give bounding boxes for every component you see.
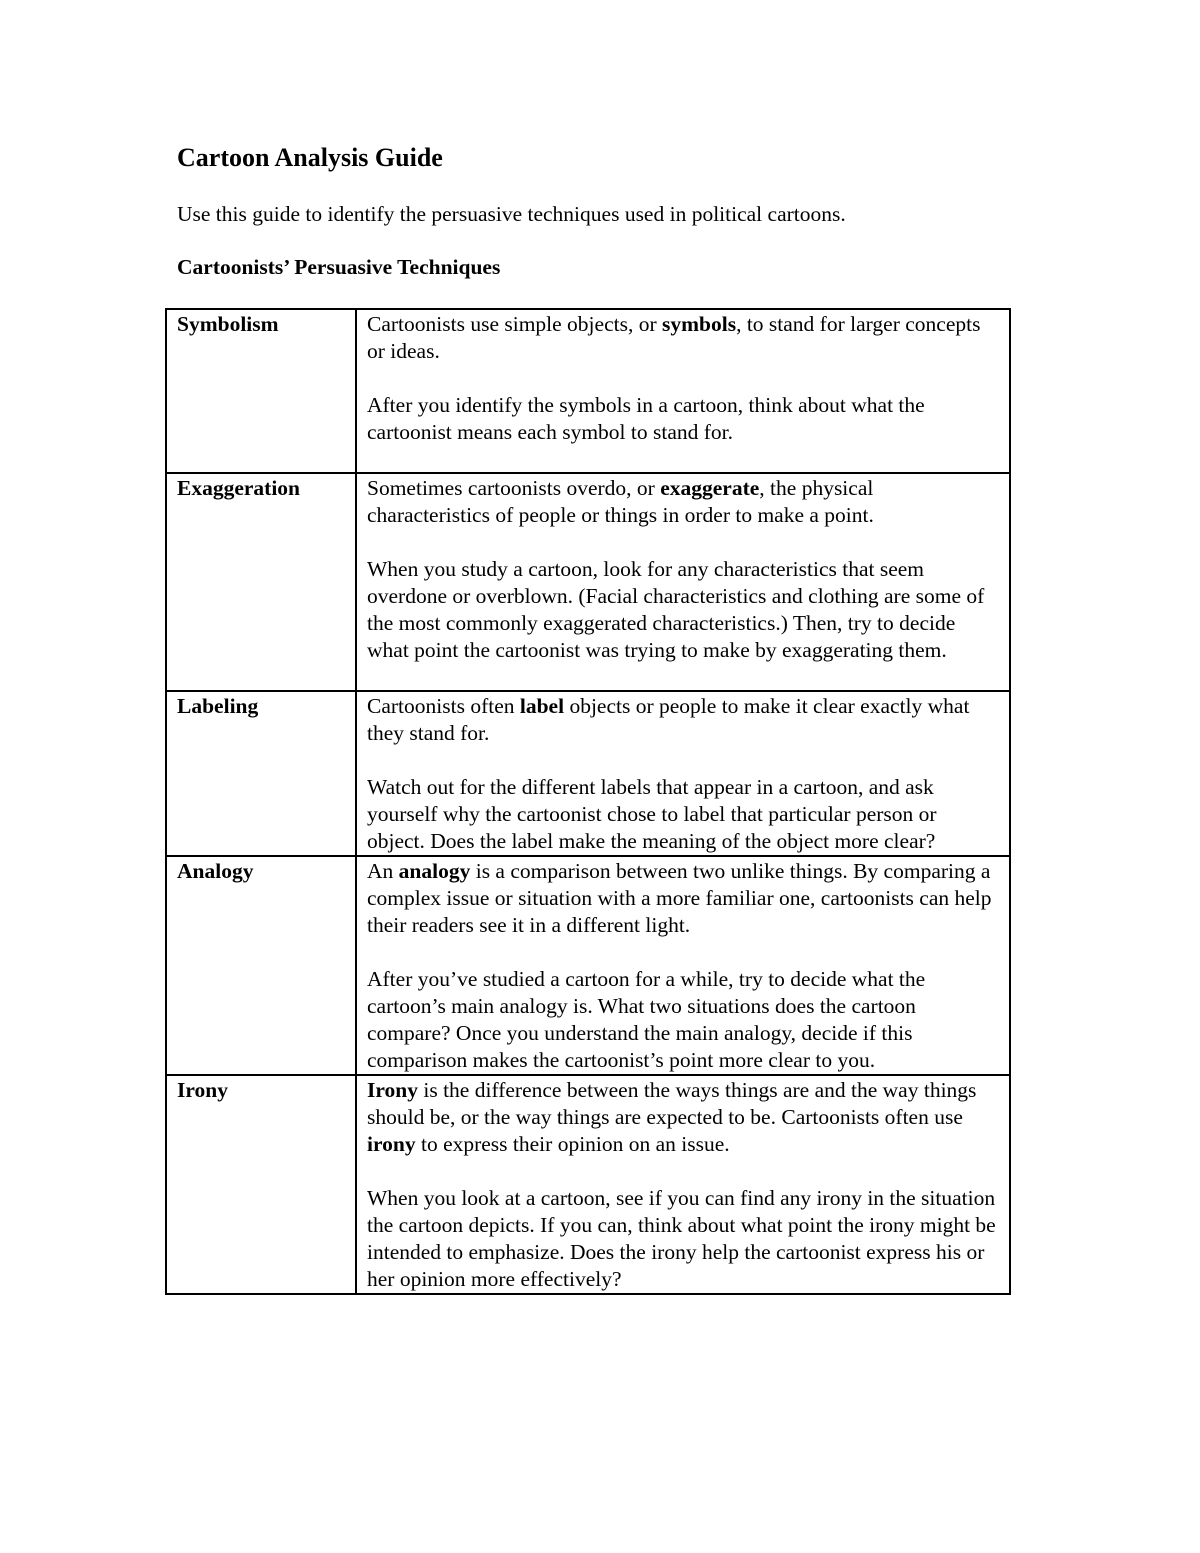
description-paragraph <box>367 311 999 365</box>
description-cell <box>356 309 1010 473</box>
page-title: Cartoon Analysis Guide <box>177 143 443 172</box>
description-paragraph <box>367 475 999 529</box>
term-label: Analogy <box>177 859 254 883</box>
term-cell <box>166 309 356 473</box>
text-run: An <box>367 859 399 883</box>
term-label: Labeling <box>177 694 259 718</box>
description-cell <box>356 856 1010 1075</box>
description-cell <box>356 691 1010 856</box>
text-run: Sometimes cartoonists overdo, or <box>367 476 661 500</box>
description-cell <box>356 473 1010 691</box>
description-paragraph <box>367 858 999 939</box>
description-paragraph: Watch out for the different labels that appear in a cartoon, and ask yourself why the cartoonist chose to label that particular person or object. Does the label make the meaning of the object more clear? <box>367 775 937 853</box>
term-label: Symbolism <box>177 312 279 336</box>
term-cell <box>166 1075 356 1294</box>
table-row <box>166 856 1010 1075</box>
key-term: Irony <box>367 1078 418 1102</box>
description-paragraph: After you identify the symbols in a cartoon, think about what the cartoonist means each symbol to stand for. <box>367 393 925 444</box>
text-run: Cartoonists use simple objects, or <box>367 312 662 336</box>
table-row <box>166 473 1010 691</box>
description-paragraph <box>367 1077 999 1158</box>
text-run: is the difference between the ways things are and the way things should be, or the way things are expected to be. Cartoonists often use <box>367 1078 977 1129</box>
text-run: , to stand for larger concepts or ideas. <box>367 312 981 363</box>
description-paragraph: When you study a cartoon, look for any characteristics that seem overdone or overblown. (Facial characteristics and clothing are some of the most commonly exaggerated characteristics.) Then, try to decide what point the cartoonist was trying to make by exaggerating them. <box>367 557 985 662</box>
term-cell <box>166 691 356 856</box>
text-run: objects or people to make it clear exactly what they stand for. <box>367 694 970 745</box>
techniques-table <box>165 308 1011 1295</box>
key-term: irony <box>367 1132 416 1156</box>
description-cell <box>356 1075 1010 1294</box>
table-row <box>166 309 1010 473</box>
text-run: to express their opinion on an issue. <box>415 1132 730 1156</box>
table-row <box>166 1075 1010 1294</box>
section-heading: Cartoonists’ Persuasive Techniques <box>177 255 501 279</box>
description-paragraph: When you look at a cartoon, see if you can find any irony in the situation the cartoon depicts. If you can, think about what point the irony might be intended to emphasize. Does the irony help the cartoonist express his or her opinion more effectively? <box>367 1186 996 1291</box>
key-term: label <box>519 694 565 718</box>
term-label: Irony <box>177 1078 228 1102</box>
key-term: exaggerate <box>660 476 760 500</box>
key-term: analogy <box>398 859 471 883</box>
description-paragraph <box>367 693 999 747</box>
text-run: Cartoonists often <box>367 694 520 718</box>
term-cell <box>166 856 356 1075</box>
key-term: symbols <box>662 312 737 336</box>
intro-text: Use this guide to identify the persuasive techniques used in political cartoons. <box>177 202 846 226</box>
term-label: Exaggeration <box>177 476 301 500</box>
description-paragraph: After you’ve studied a cartoon for a while, try to decide what the cartoon’s main analogy is. What two situations does the cartoon compare? Once you understand the main analogy, decide if this comparison makes the cartoonist’s point more clear to you. <box>367 967 926 1072</box>
text-run: is a comparison between two unlike things. By comparing a complex issue or situation with a more familiar one, cartoonists can help their readers see it in a different light. <box>367 859 992 937</box>
text-run: , the physical characteristics of people or things in order to make a point. <box>367 476 874 527</box>
term-cell <box>166 473 356 691</box>
table-row <box>166 691 1010 856</box>
